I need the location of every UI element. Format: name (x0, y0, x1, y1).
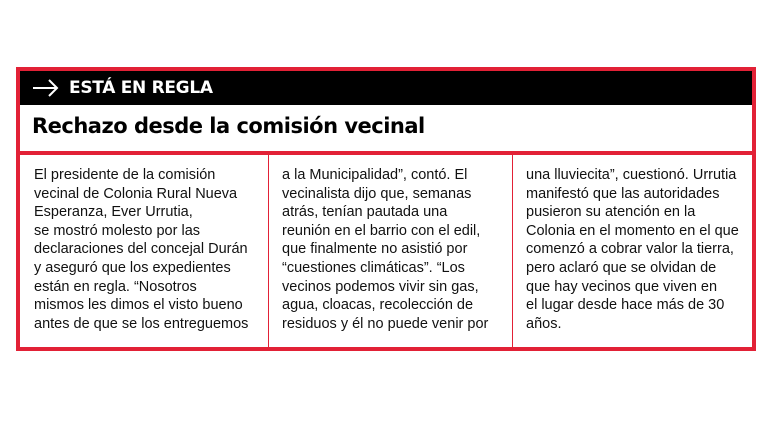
text-line: y aseguró que los expedientes (34, 259, 231, 276)
text-line: el lugar desde hace más de 30 (526, 297, 725, 314)
text-line: declaraciones del concejal Durán (34, 241, 248, 258)
column-divider (512, 155, 513, 347)
text-line: se mostró molesto por las (34, 222, 201, 239)
kicker-bar (20, 71, 752, 105)
text-line: están en regla. “Nosotros (34, 278, 197, 295)
column-divider (268, 155, 269, 347)
column-2 (282, 166, 508, 333)
arrow-right-icon (32, 78, 60, 98)
text-line: vecinos podemos vivir sin gas, (282, 278, 479, 295)
text-line: pero aclaró que se olvidan de (526, 259, 717, 276)
headline: Rechazo desde la comisión vecinal (32, 114, 425, 138)
text-line: una lluviecita”, cuestionó. Urrutia (526, 167, 737, 183)
column-1 (34, 166, 260, 333)
kicker-label: ESTÁ EN REGLA (69, 78, 213, 98)
text-line: residuos y él no puede venir por (282, 315, 489, 332)
text-line: Colonia en el momento en el que (526, 222, 739, 239)
text-line: a la Municipalidad”, contó. El (282, 167, 468, 183)
text-line: atrás, tenían pautada una (282, 204, 448, 221)
text-line: comenzó a cobrar valor la tierra, (526, 241, 734, 258)
text-line: que finalmente no asistió por (282, 241, 468, 258)
text-columns (20, 155, 752, 347)
text-line: vecinal de Colonia Rural Nueva (34, 185, 238, 202)
text-line: agua, cloacas, recolección de (282, 297, 474, 314)
text-line: manifestó que las autoridades (526, 185, 720, 202)
text-line: años. (526, 315, 562, 332)
text-line: reunión en el barrio con el edil, (282, 222, 481, 239)
text-line: “cuestiones climáticas”. “Los (282, 259, 465, 276)
column-3 (526, 166, 752, 333)
text-line: Esperanza, Ever Urrutia, (34, 204, 193, 221)
sidebar-box (16, 67, 756, 351)
text-line: antes de que se los entreguemos (34, 315, 249, 332)
text-line: pusieron su atención en la (526, 204, 696, 221)
text-line: que hay vecinos que viven en (526, 278, 718, 295)
text-line: vecinalista dijo que, semanas (282, 185, 472, 202)
text-line: mismos les dimos el visto bueno (34, 297, 243, 314)
text-line: El presidente de la comisión (34, 167, 216, 183)
